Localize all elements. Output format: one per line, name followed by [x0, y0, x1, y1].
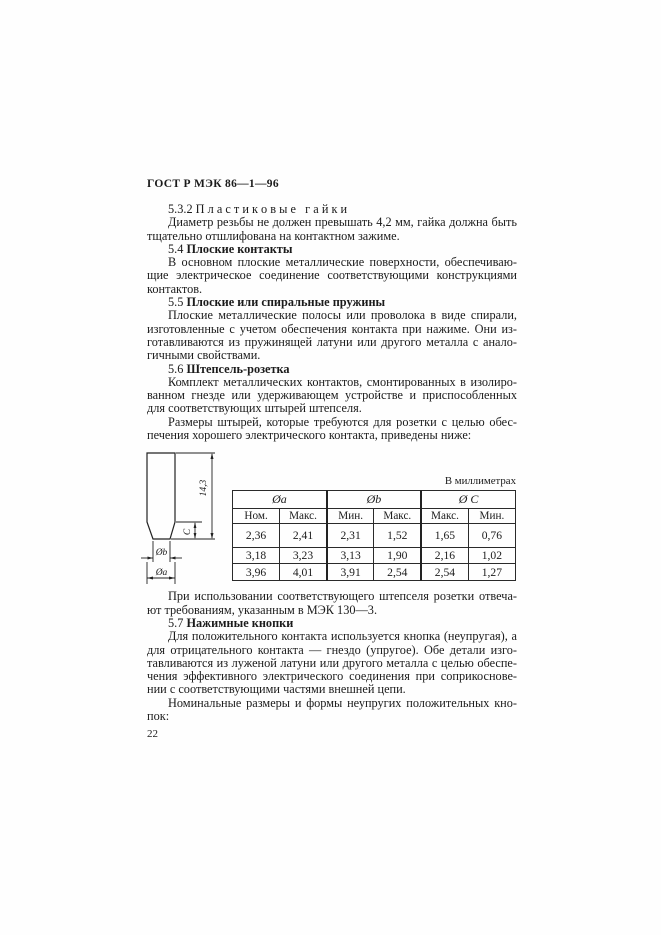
- paragraph-line: Плоские металлические полосы или проволока в виде спирали,: [168, 308, 517, 323]
- table-units-label: В миллиметрах: [444, 475, 516, 487]
- table-cell: 0,76: [468, 524, 515, 548]
- paragraph-line: тщательно отшлифована на контактном зажиме.: [147, 228, 400, 243]
- section-title: П л а с т и к о в ы е г а й к и: [195, 202, 348, 216]
- paragraph-line: изготовленные с учетом обеспечения контакта при нажиме. Они из-: [147, 321, 517, 336]
- section-number: 5.6: [168, 361, 187, 376]
- table-subheader-row: [233, 509, 516, 524]
- section-title: Штепсель-розетка: [186, 361, 290, 376]
- section-title: Плоские контакты: [186, 241, 293, 256]
- paragraph-line: ют требованиям, указанным в МЭК 130—3.: [147, 602, 378, 617]
- section-number: 5.4: [168, 241, 187, 256]
- dim-label-base-diameter: Øa: [155, 568, 168, 578]
- paragraph-line: Комплект металлических контактов, смонтированных в изолиро-: [168, 374, 517, 389]
- table-header: [233, 491, 516, 524]
- table-cell: 1,02: [468, 548, 515, 564]
- dimension-arrowheads: [147, 453, 214, 580]
- dim-label-height: 14,3: [199, 479, 209, 497]
- paragraph-line: для соответствующих штырей штепселя.: [147, 401, 362, 416]
- table-row: [233, 564, 516, 581]
- paragraph-line: тавливаются из луженой латуни или другого металла с целью обеспе-: [147, 655, 517, 670]
- table-cell: 1,90: [374, 548, 421, 564]
- section-heading: [147, 243, 517, 256]
- paragraph-line: гичными свойствами.: [147, 348, 261, 363]
- table-cell: 2,54: [374, 564, 421, 581]
- page-number: 22: [147, 728, 158, 740]
- paragraph-line: Диаметр резьбы не должен превышать 4,2 мм, гайка должна быть: [168, 215, 517, 230]
- table-cell: 4,01: [280, 564, 327, 581]
- dim-label-tip-diameter: Øb: [155, 548, 168, 558]
- section-heading: [147, 296, 517, 309]
- paragraph-line: Для положительного контакта используется кнопка (неупругая), а: [168, 629, 517, 644]
- table-subheader: Ном.: [233, 509, 280, 524]
- pin-dimensions-table: [232, 490, 516, 581]
- section-heading: [147, 203, 517, 216]
- table-group-header: Øb: [327, 491, 421, 509]
- section-number: 5.3.2: [168, 202, 196, 216]
- section-heading: [147, 617, 517, 630]
- table-cell: 3,23: [280, 548, 327, 564]
- paragraph-line: щие электрическое соединение соответствующими конструкциями: [147, 268, 517, 283]
- table-cell: 2,41: [280, 524, 327, 548]
- paragraph-line: пок:: [147, 709, 170, 724]
- table-cell: 2,16: [421, 548, 468, 564]
- table-body: [233, 524, 516, 581]
- paragraph-line: ванном гнезде или удерживающем устройстве и приспособленных: [147, 388, 517, 403]
- table-cell: 1,65: [421, 524, 468, 548]
- table-cell: 2,36: [233, 524, 280, 548]
- table-cell: 3,18: [233, 548, 280, 564]
- table-group-header-row: [233, 491, 516, 509]
- table-cell: 1,52: [374, 524, 421, 548]
- paragraph-line: готавливаются из пружинящей латуни или другого металла с анало-: [147, 334, 517, 349]
- section-title: Плоские или спиральные пружины: [186, 295, 386, 310]
- table-cell: 3,96: [233, 564, 280, 581]
- paragraph-line: для отрицательного контакта — гнездо (упругое). Обе детали изго-: [147, 642, 517, 657]
- table-subheader: Макс.: [421, 509, 468, 524]
- paragraph-line: контактов.: [147, 281, 203, 296]
- section-title: Нажимные кнопки: [186, 615, 294, 630]
- paragraph-line: чения эффективного электрического соединения при соприкоснове-: [147, 669, 517, 684]
- standard-designation: ГОСТ Р МЭК 86—1—96: [147, 178, 279, 190]
- section-number: 5.7: [168, 615, 187, 630]
- pin-dimension-drawing: [138, 448, 230, 590]
- paragraph-line: печения хорошего электрического контакта, приведены ниже:: [147, 428, 472, 443]
- dim-label-taper: C: [183, 528, 193, 536]
- paragraph-line: Размеры штырей, которые требуются для розетки с целью обес-: [168, 414, 517, 429]
- table-group-header: Øa: [233, 491, 327, 509]
- paragraph-line: При использовании соответствующего штепселя розетки отвеча-: [168, 589, 517, 604]
- table-cell: 2,31: [327, 524, 374, 548]
- paragraph-line: Номинальные размеры и формы неупругих положительных кно-: [168, 695, 517, 710]
- table-cell: 3,13: [327, 548, 374, 564]
- section-heading: [147, 363, 517, 376]
- paragraph-line: В основном плоские металлические поверхности, обеспечиваю-: [168, 255, 517, 270]
- section-number: 5.5: [168, 295, 187, 310]
- table-subheader: Макс.: [374, 509, 421, 524]
- table-cell: 3,91: [327, 564, 374, 581]
- paragraph-line: нии с соответствующими частями внешней цепи.: [147, 682, 406, 697]
- dimension-lines: [141, 453, 215, 584]
- table-row: [233, 524, 516, 548]
- table-subheader: Мин.: [327, 509, 374, 524]
- table-subheader: Мин.: [468, 509, 515, 524]
- table-row: [233, 548, 516, 564]
- table-group-header: Ø C: [421, 491, 515, 509]
- table-cell: 1,27: [468, 564, 515, 581]
- table-cell: 2,54: [421, 564, 468, 581]
- table-subheader: Макс.: [280, 509, 327, 524]
- pin-outline: [147, 453, 175, 539]
